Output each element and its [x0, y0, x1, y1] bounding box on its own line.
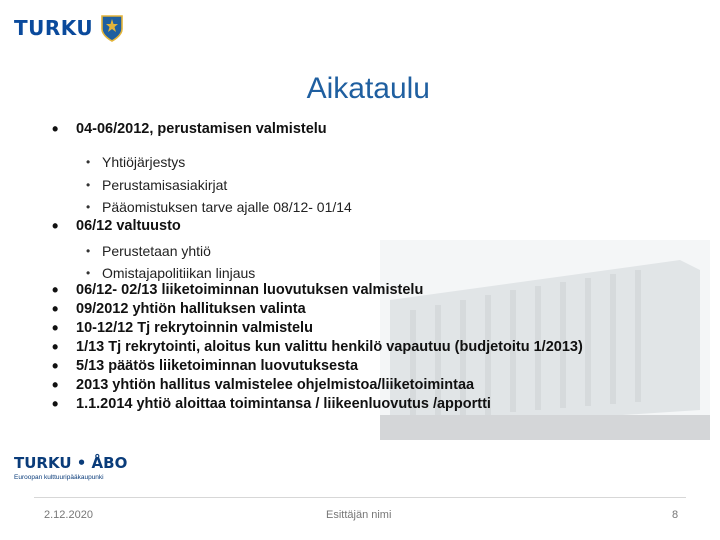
list-item: • 09/2012 yhtiön hallituksen valinta	[52, 300, 652, 319]
list-item: • Perustetaan yhtiö	[86, 240, 652, 263]
turku-abo-text: TURKU • ÅBO	[14, 454, 128, 472]
footer-divider	[34, 497, 686, 498]
logo-text: TURKU	[14, 16, 94, 40]
list-item: • 2013 yhtiön hallitus valmistelee ohjelmistoa/liiketoimintaa	[52, 376, 652, 395]
footer-presenter: Esittäjän nimi	[326, 509, 392, 521]
turku-logo	[14, 14, 124, 42]
list-item: • Pääomistuksen tarve ajalle 08/12- 01/14	[86, 196, 652, 219]
list-item: • Omistajapolitiikan linjaus	[86, 262, 652, 285]
list-item: • 06/12 valtuusto	[52, 217, 652, 236]
list-item: • 1.1.2014 yhtiö aloittaa toimintansa / liikeenluovutus /apportti	[52, 395, 652, 414]
list-item: • 06/12- 02/13 liiketoiminnan luovutuksen valmistelu	[52, 281, 652, 300]
list-item: • Perustamisasiakirjat	[86, 174, 652, 197]
list-item: • 10-12/12 Tj rekrytoinnin valmistelu	[52, 319, 652, 338]
turku-abo-logo	[14, 452, 134, 492]
list-item: • 1/13 Tj rekrytointi, aloitus kun valittu henkilö vapautuu (budjetoitu 1/2013)	[52, 338, 652, 357]
list-item: • 5/13 päätös liiketoiminnan luovutuksesta	[52, 357, 652, 376]
footer-date: 2.12.2020	[44, 509, 93, 521]
list-item: • 04-06/2012, perustamisen valmistelu	[52, 120, 652, 139]
page-number: 8	[672, 509, 679, 521]
slide-title: Aikataulu	[306, 72, 430, 105]
list-item: • Yhtiöjärjestys	[86, 151, 652, 174]
bullet-list	[52, 120, 652, 414]
turku-crest-icon	[100, 14, 124, 42]
turku-abo-subtitle: Euroopan kulttuuripääkaupunki	[14, 474, 104, 481]
